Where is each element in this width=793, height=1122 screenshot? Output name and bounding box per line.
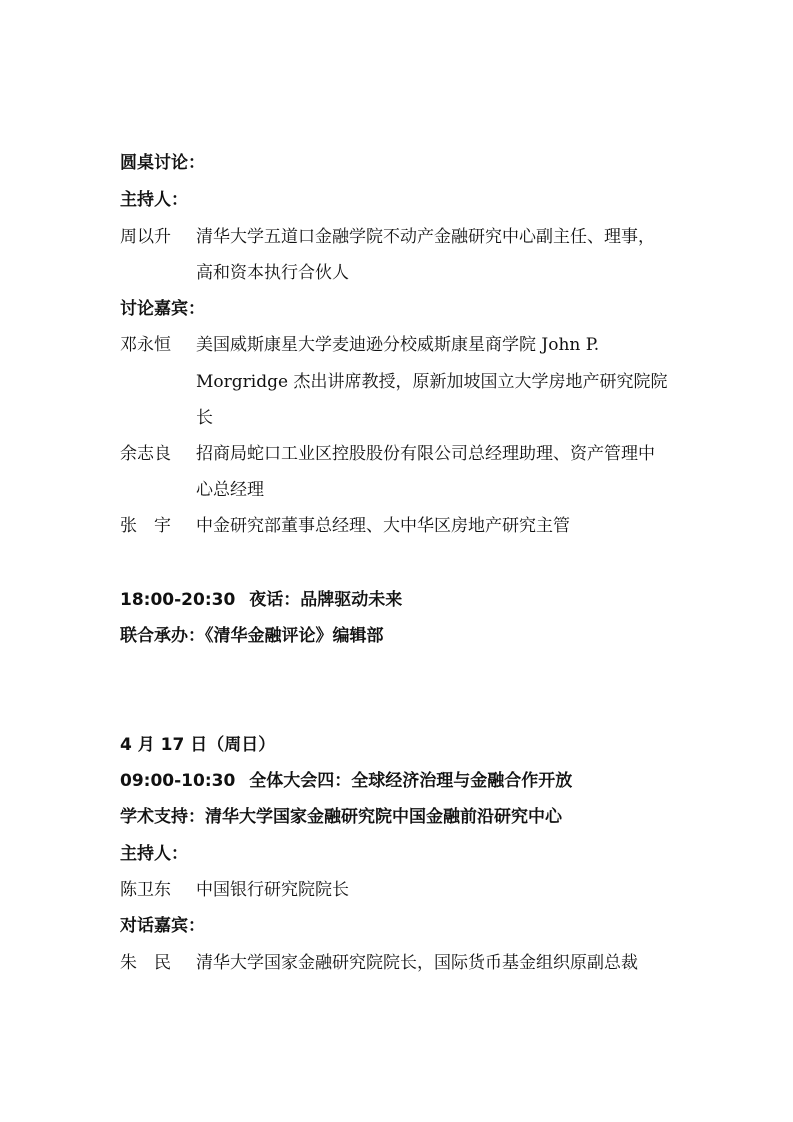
evening-time: 18:00-20:30	[120, 590, 236, 610]
guest-name: 余志良	[120, 444, 171, 464]
host-heading: 主持人：	[120, 190, 188, 210]
guest-desc-line-3: 长	[196, 408, 213, 428]
guests-heading: 讨论嘉宾：	[120, 299, 205, 319]
plenary-session	[120, 771, 572, 791]
evening-organizer: 联合承办：《清华金融评论》编辑部	[120, 626, 384, 646]
host-heading: 主持人：	[120, 844, 188, 864]
guest-desc-line-2: 心总经理	[196, 480, 264, 500]
evening-title: 夜话：品牌驱动未来	[249, 590, 403, 610]
host-desc-line-1: 清华大学五道口金融学院不动产金融研究中心副主任、理事，	[196, 227, 655, 247]
session-time: 09:00-10:30	[120, 771, 236, 791]
roundtable-heading: 圆桌讨论：	[120, 153, 205, 173]
guest-name: 张 宇	[120, 516, 171, 536]
guest-desc-line-2: Morgridge 杰出讲席教授，原新加坡国立大学房地产研究院院	[196, 372, 668, 392]
guest-name: 邓永恒	[120, 335, 171, 355]
host-desc-line-2: 高和资本执行合伙人	[196, 263, 349, 283]
guest-desc-line-1: 中金研究部董事总经理、大中华区房地产研究主管	[196, 516, 570, 536]
guest-desc-line-1: 招商局蛇口工业区控股股份有限公司总经理助理、资产管理中	[196, 444, 655, 464]
evening-session	[120, 590, 402, 610]
host-name: 周以升	[120, 227, 171, 247]
host-name: 陈卫东	[120, 880, 171, 900]
dialogue-guests-heading: 对话嘉宾：	[120, 916, 205, 936]
academic-support: 学术支持：清华大学国家金融研究院中国金融前沿研究中心	[120, 807, 562, 827]
session-title: 全体大会四：全球经济治理与金融合作开放	[249, 771, 573, 791]
guest-name: 朱 民	[120, 953, 171, 973]
guest-desc-line-1: 美国威斯康星大学麦迪逊分校威斯康星商学院 John P.	[196, 335, 600, 355]
day-date: 4 月 17 日（周日）	[120, 735, 276, 755]
host-desc: 中国银行研究院院长	[196, 880, 349, 900]
guest-desc: 清华大学国家金融研究院院长，国际货币基金组织原副总裁	[196, 953, 638, 973]
